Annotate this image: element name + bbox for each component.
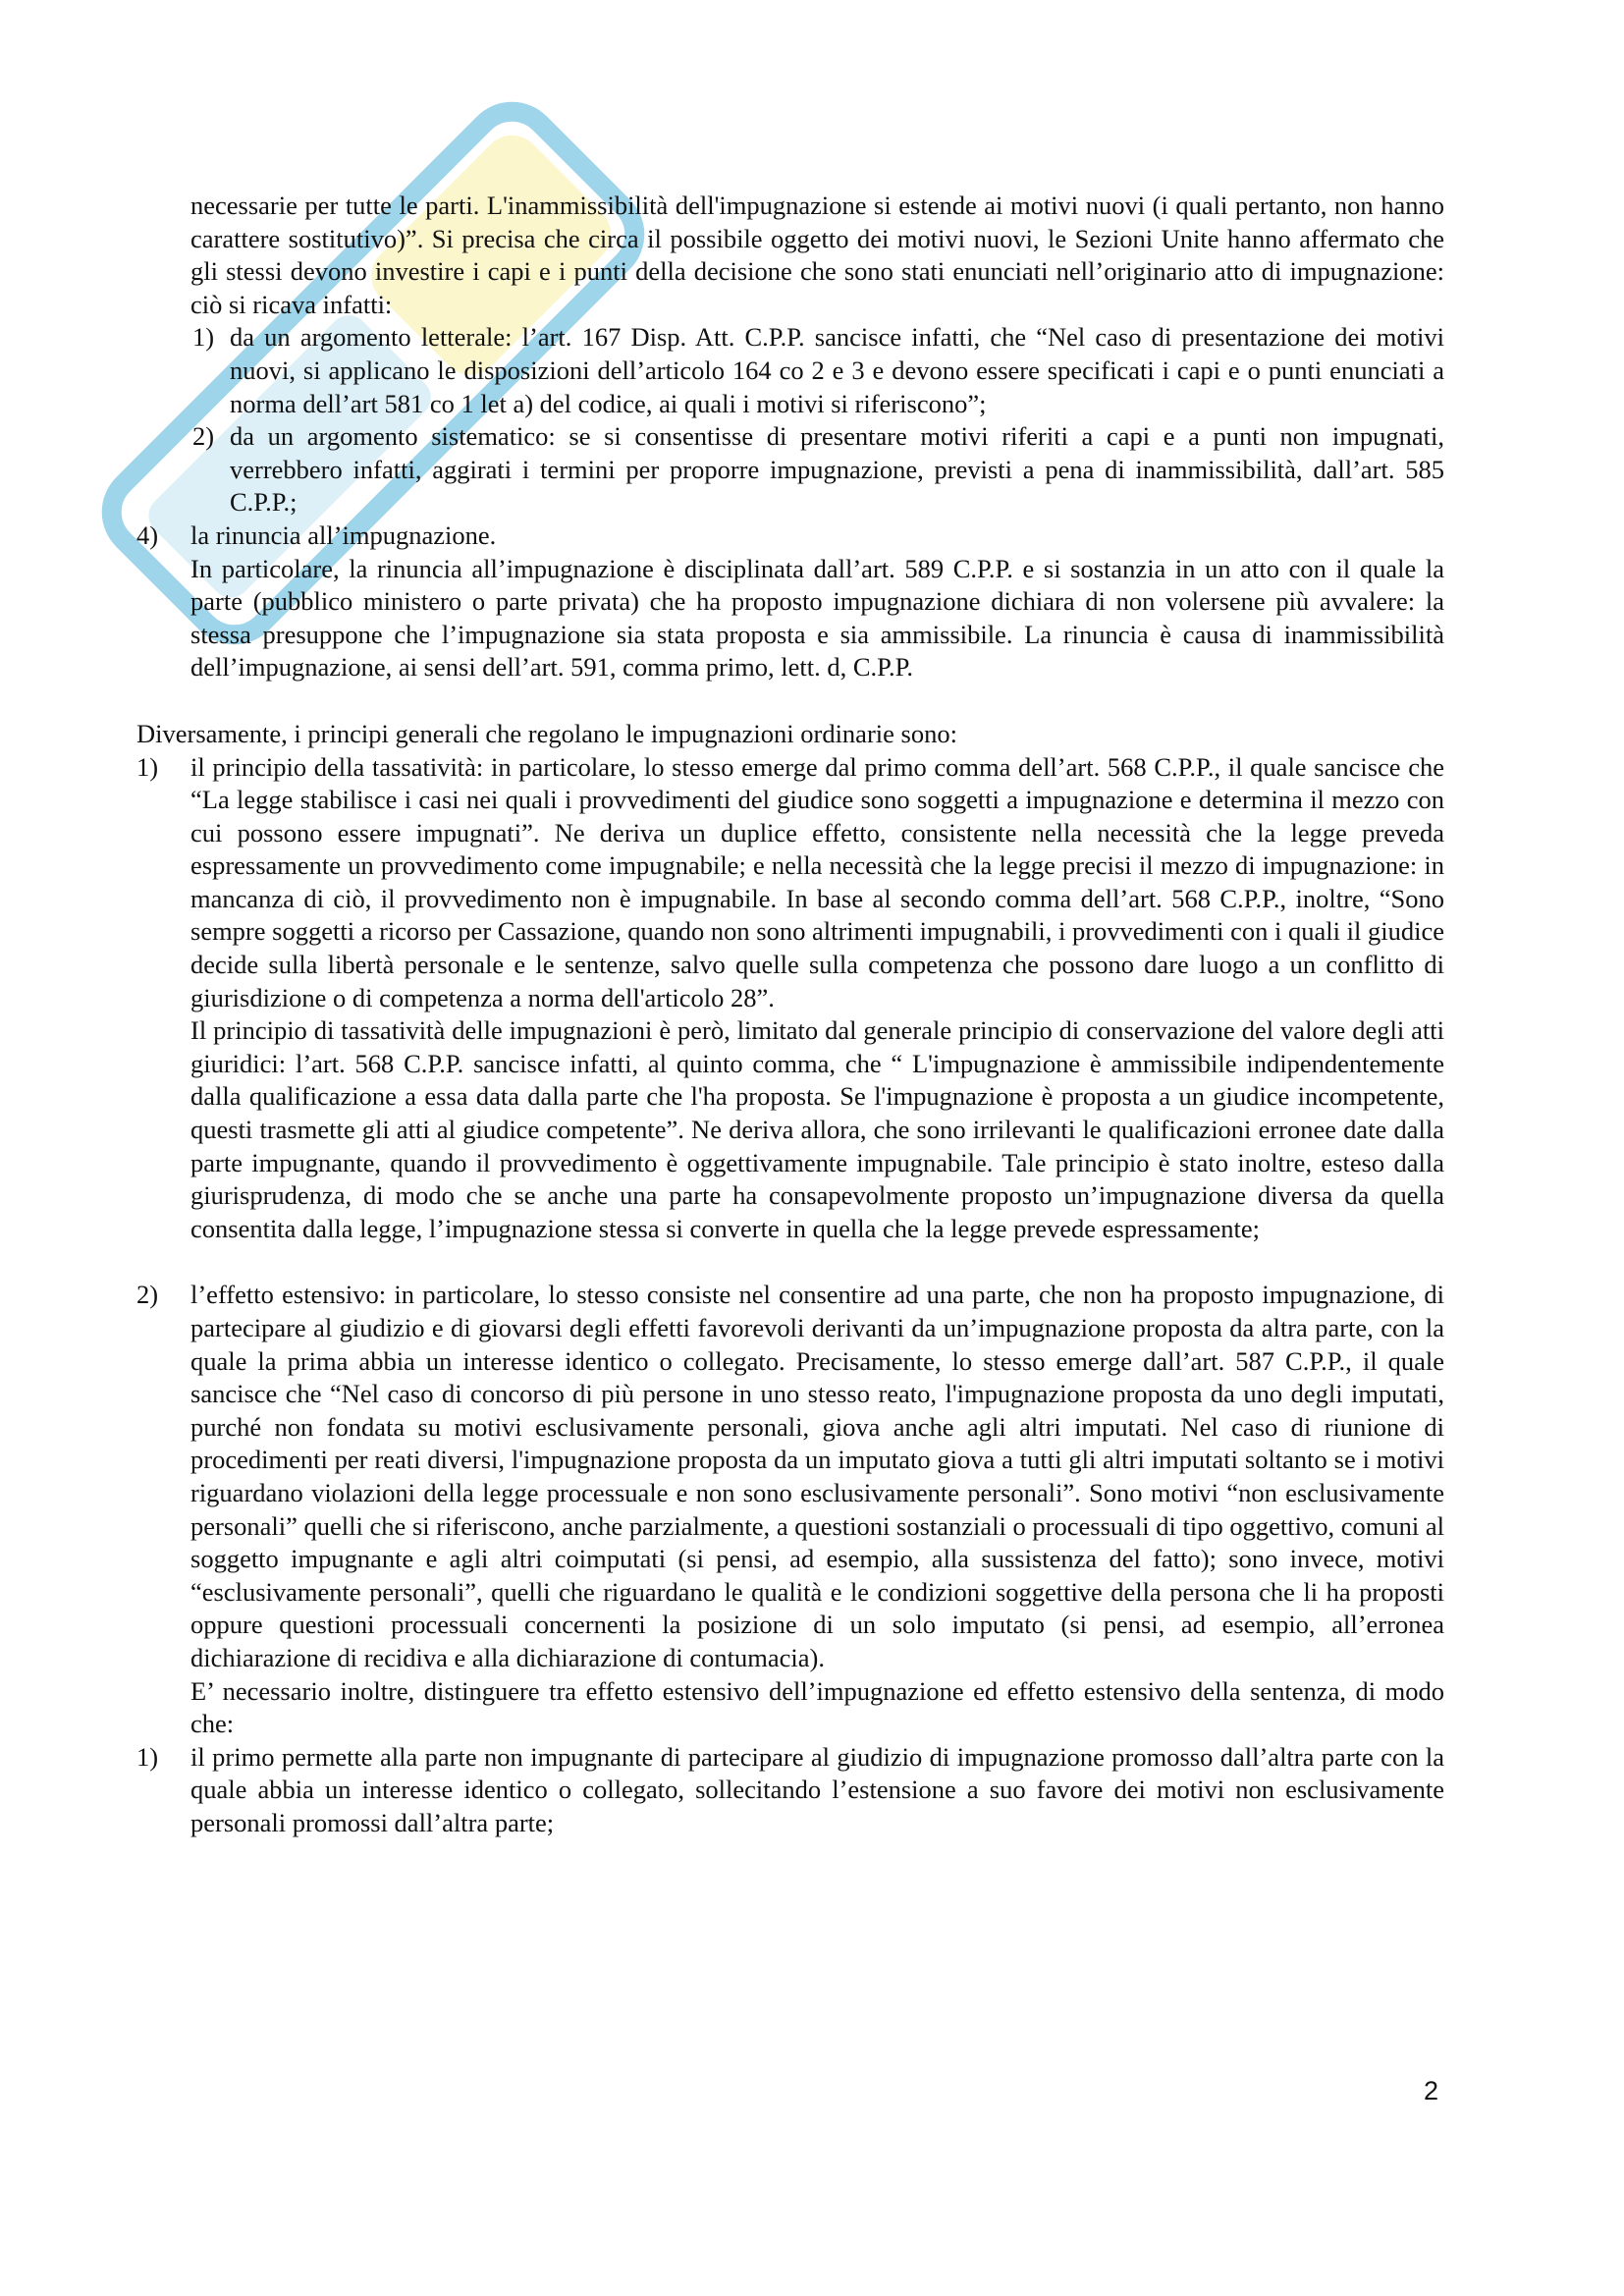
list-item-tassativita bbox=[136, 751, 1444, 1015]
list-item-text: la rinuncia all’impugnazione. bbox=[190, 519, 497, 550]
paragraph-intro-principi: Diversamente, i principi generali che regolano le impugnazioni ordinarie sono: bbox=[136, 718, 957, 748]
paragraph-motivi-nuovi: necessarie per tutte le parti. L'inammissibilità dell'impugnazione si estende ai motivi nuovi (i quali pertanto, non hanno carattere sostitutivo)”. Si precisa che circa il possibile oggetto dei motivi nuovi, le Sezioni Unite hanno affermato che gli stessi devono investire i capi e i punti della decisione che sono stati enunciati nell’originario atto di impugnazione: ciò si ricava infatti: bbox=[190, 191, 1444, 319]
list-item-argomento-letterale bbox=[136, 321, 1444, 420]
list-item-text: il principio della tassatività: in particolare, lo stesso emerge dal primo comma dell’art. 568 C.P.P., il quale sancisce che “La legge stabilisce i casi nei quali i provvedimenti del giudice sono soggetti a impugnazione e determina il mezzo con cui possono essere impugnati”. Ne deriva un duplice effetto, consistente nella necessità che la legge preveda espressamente un provvedimento come impugnabile; e nella necessità che la legge precisi il mezzo di impugnazione: in mancanza di ciò, il provvedimento non è impugnabile. In base al secondo comma dell’art. 568 C.P.P., inoltre, “Sono sempre soggetti a ricorso per Cassazione, quando non sono altrimenti impugnabili, i provvedimenti con i quali il giudice decide sulla libertà personale e le sentenze, salvo quelle sulla competenza che possono dare luogo a un conflitto di giurisdizione o di competenza a norma dell'articolo 28”. bbox=[190, 751, 1444, 1012]
list-number: 2) bbox=[136, 1280, 159, 1310]
list-item-primo-effetto bbox=[136, 1741, 1444, 1840]
list-item-text: l’effetto estensivo: in particolare, lo stesso consiste nel consentire ad una parte, che non ha proposto impugnazione, di partecipare al giudizio e di giovarsi degli effetti favorevoli derivanti da un’impugnazione proposta da altra parte, con la quale la prima abbia un interesse identico o collegato. Precisamente, lo stesso emerge dall’art. 587 C.P.P., il quale sancisce che “Nel caso di concorso di più persone in uno stesso reato, l'impugnazione proposta da uno degli imputati, purché non fondata su motivi esclusivamente personali, giova anche agli altri imputati. Nel caso di riunione di procedimenti per reati diversi, l'impugnazione proposta da un imputato giova a tutti gli altri imputati soltanto se i motivi riguardano violazioni della legge processuale e non sono esclusivamente personali”. Sono motivi “non esclusivamente personali” quelli che si riferiscono, anche parzialmente, a questioni sostanziali o processuali di tipo oggettivo, comuni al soggetto impugnante e agli altri coimputati (si pensi, ad esempio, alla sussistenza del fatto); sono invece, motivi “esclusivamente personali”, quelli che riguardano le qualità e le condizioni soggettive della persona che li ha proposti oppure questioni processuali concernenti la posizione di un solo imputato (si pensi, ad esempio, all’erronea dichiarazione di recidiva e alla dichiarazione di contumacia). bbox=[190, 1280, 1444, 1672]
list-item-text: da un argomento sistematico: se si consentisse di presentare motivi riferiti a capi e a punti non impugnati, verrebbero infatti, aggirati i termini per proporre impugnazione, previsti a pena di inammissibilità, dall’art. 585 C.P.P.; bbox=[230, 421, 1444, 518]
list-number: 1) bbox=[192, 322, 215, 353]
list-item-text: il primo permette alla parte non impugnante di partecipare al giudizio di impugnazione promosso dall’altra parte con la quale abbia un interesse identico o collegato, sollecitando l’estensione a suo favore dei motivi non esclusivamente personali promossi dall’altra parte; bbox=[190, 1741, 1444, 1837]
list-item-effetto-estensivo bbox=[136, 1279, 1444, 1674]
document-page bbox=[136, 190, 1444, 1840]
paragraph-distinzione: E’ necessario inoltre, distinguere tra effetto estensivo dell’impugnazione ed effetto estensivo della sentenza, di modo che: bbox=[190, 1675, 1444, 1739]
list-number: 1) bbox=[136, 751, 159, 782]
paragraph-conservazione: Il principio di tassatività delle impugnazioni è però, limitato dal generale principio di conservazione del valore degli atti giuridici: l’art. 568 C.P.P. sancisce infatti, al quinto comma, che “ L'impugnazione è ammissibile indipendentemente dalla qualificazione a essa data dalla parte che l'ha proposta. Se l'impugnazione è proposta a un giudice incompetente, questi trasmette gli atti al giudice competente”. Ne deriva allora, che sono irrilevanti le qualificazioni erronee date dalla parte impugnante, quando il provvedimento è oggettivamente impugnabile. Tale principio è stato inoltre, esteso dalla giurisprudenza, di modo che se anche una parte ha consapevolmente proposto un’impugnazione diversa da quella consentita dalla legge, l’impugnazione stessa si converte in quella che la legge prevede espressamente; bbox=[190, 1015, 1444, 1243]
list-item-argomento-sistematico bbox=[136, 420, 1444, 519]
list-number: 4) bbox=[136, 519, 159, 550]
list-item-text: da un argomento letterale: l’art. 167 Disp. Att. C.P.P. sancisce infatti, che “Nel caso di presentazione dei motivi nuovi, si applicano le disposizioni dell’articolo 164 co 2 e 3 e devono essere specificati i capi e o punti enunciati a norma dell’art 581 co 1 let a) del codice, ai quali i motivi si riferiscono”; bbox=[230, 322, 1444, 418]
list-number: 1) bbox=[136, 1741, 159, 1772]
list-item-rinuncia bbox=[136, 519, 1444, 553]
page-number: 2 bbox=[1424, 2076, 1439, 2105]
paragraph-rinuncia: In particolare, la rinuncia all’impugnazione è disciplinata dall’art. 589 C.P.P. e si sostanzia in un atto con il quale la parte (pubblico ministero o parte privata) che ha proposto impugnazione dichiara di non volersene più avvalere: la stessa presuppone che l’impugnazione sia stata proposta e sia ammissibile. La rinuncia è causa di inammissibilità dell’impugnazione, ai sensi dell’art. 591, comma primo, lett. d, C.P.P. bbox=[190, 553, 1444, 683]
list-number: 2) bbox=[192, 421, 215, 452]
